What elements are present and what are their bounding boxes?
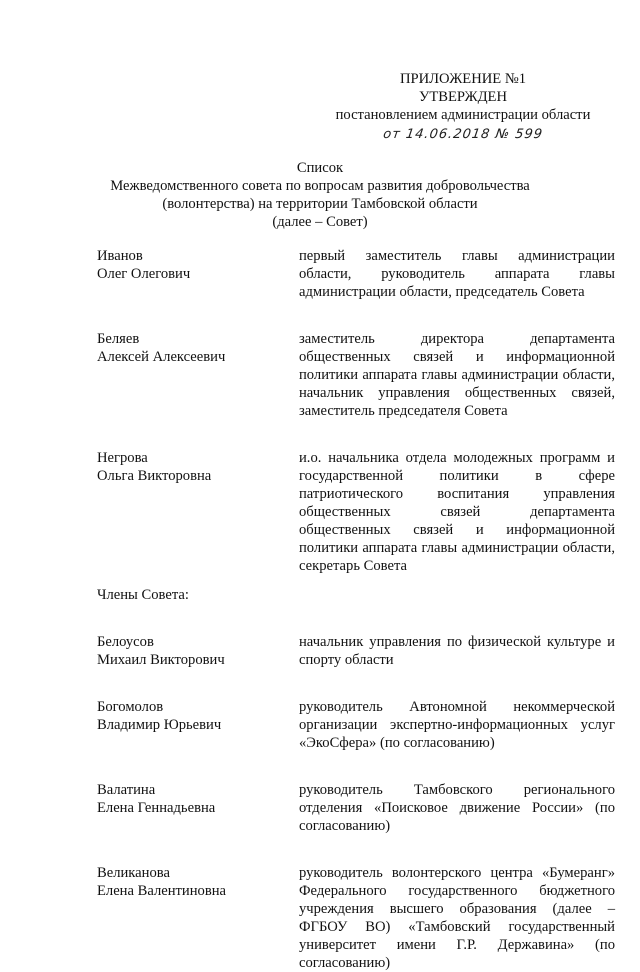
person-name bbox=[97, 864, 299, 972]
surname: Беляев bbox=[97, 331, 140, 347]
list-item bbox=[97, 864, 617, 972]
person-role: руководитель Автономной некоммерческой организации экспертно-информационных услуг «ЭкоСфера» (по согласованию) bbox=[299, 699, 615, 751]
list-item bbox=[97, 449, 617, 575]
given-names: Владимир Юрьевич bbox=[97, 717, 222, 733]
list-item bbox=[97, 247, 617, 301]
council-list bbox=[97, 247, 617, 972]
given-names: Алексей Алексеевич bbox=[97, 349, 226, 365]
surname: Богомолов bbox=[97, 699, 164, 715]
person-name bbox=[97, 633, 299, 669]
person-role: заместитель директора департамента общественных связей и информационной политики аппарата главы администрации области, начальник управления общественных связей, заместитель председателя Совета bbox=[299, 331, 615, 419]
surname: Белоусов bbox=[97, 634, 154, 650]
given-names: Олег Олегович bbox=[97, 266, 191, 282]
person-role: начальник управления по физической культуре и спорту области bbox=[299, 634, 615, 668]
given-names: Михаил Викторович bbox=[97, 652, 225, 668]
approval-header bbox=[318, 70, 608, 144]
given-names: Елена Геннадьевна bbox=[97, 800, 216, 816]
list-item bbox=[97, 330, 617, 420]
title-line-4: (далее – Совет) bbox=[272, 214, 368, 230]
person-role: руководитель волонтерского центра «Бумеранг» Федерального государственного бюджетного учреждения высшего образования (далее – ФГБОУ ВО) «Тамбовский государственный университет имени Г.Р. Державина» (по согласованию) bbox=[299, 865, 615, 971]
person-name bbox=[97, 449, 299, 575]
document-title bbox=[60, 159, 580, 231]
surname: Иванов bbox=[97, 248, 143, 264]
person-name bbox=[97, 330, 299, 420]
person-role: и.о. начальника отдела молодежных программ и государственной политики в сфере патриотического воспитания управления общественных связей департамента общественных связей и информационной политики аппарата главы администрации области, секретарь Совета bbox=[299, 450, 615, 574]
list-item bbox=[97, 698, 617, 752]
given-names: Елена Валентиновна bbox=[97, 883, 226, 899]
person-name bbox=[97, 247, 299, 301]
appendix-label: ПРИЛОЖЕНИЕ №1 bbox=[399, 71, 527, 87]
surname: Валатина bbox=[97, 782, 156, 798]
list-item bbox=[97, 633, 617, 669]
members-heading: Члены Совета: bbox=[97, 587, 189, 603]
person-name bbox=[97, 698, 299, 752]
handwritten-date: от 14.06.2018 № 599 bbox=[382, 127, 544, 142]
decree-label: постановлением администрации области bbox=[335, 107, 591, 123]
person-role: руководитель Тамбовского регионального отделения «Поисковое движение России» (по согласованию) bbox=[299, 782, 615, 834]
title-line-3: (волонтерства) на территории Тамбовской области bbox=[162, 196, 478, 212]
given-names: Ольга Викторовна bbox=[97, 468, 212, 484]
person-name bbox=[97, 781, 299, 835]
title-line-2: Межведомственного совета по вопросам развития добровольчества bbox=[110, 178, 530, 194]
approved-label: УТВЕРЖДЕН bbox=[419, 89, 507, 105]
person-role: первый заместитель главы администрации области, руководитель аппарата главы администрации области, председатель Совета bbox=[299, 248, 615, 300]
title-line-1: Список bbox=[296, 160, 344, 176]
surname: Негрова bbox=[97, 450, 148, 466]
surname: Великанова bbox=[97, 865, 170, 881]
list-item bbox=[97, 781, 617, 835]
